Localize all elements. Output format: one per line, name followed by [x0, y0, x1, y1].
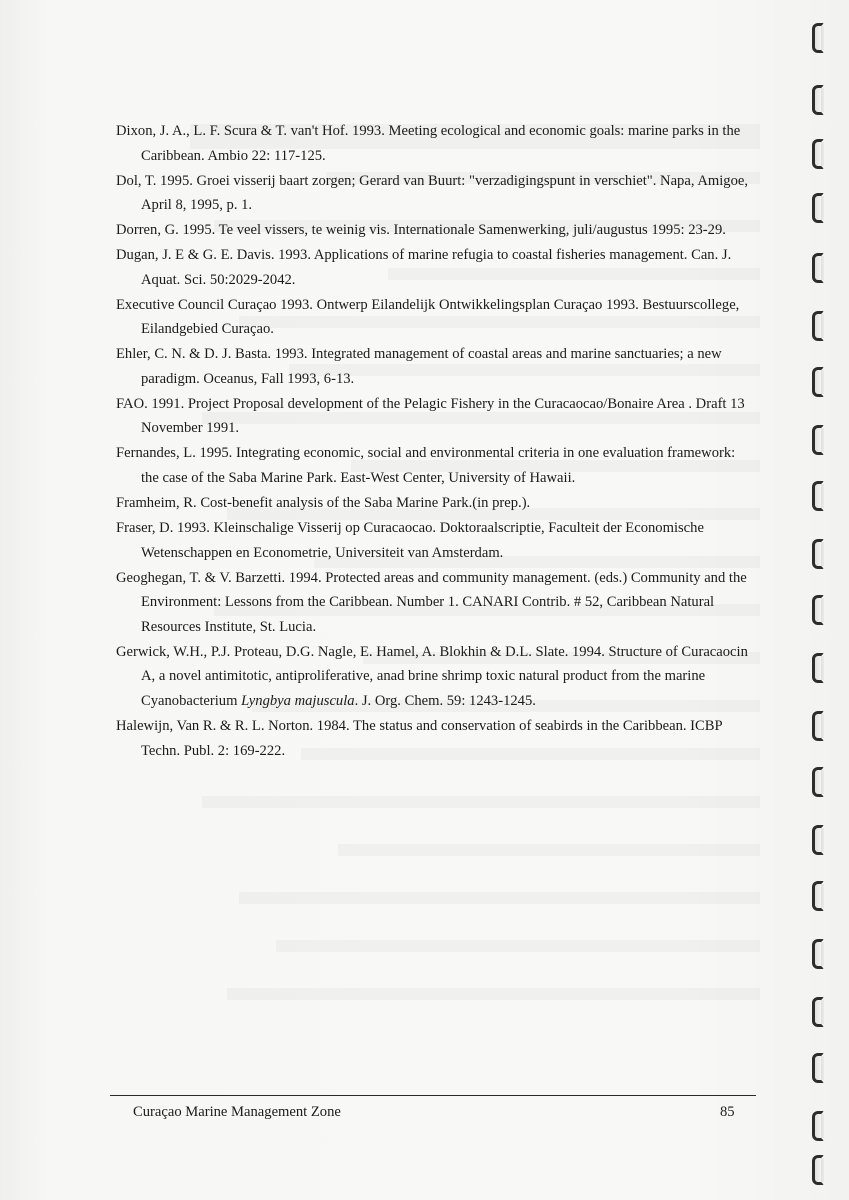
reference-text: . J. Org. Chem. 59: 1243-1245. [354, 692, 536, 709]
binding-ring [812, 193, 824, 223]
binding-ring [812, 139, 824, 169]
binding-ring [812, 653, 824, 683]
reference-entry: Dugan, J. E & G. E. Davis. 1993. Applications of marine refugia to coastal fisheries management. Can. J. Aquat. Sci. 50:2029-2042. [116, 247, 732, 288]
binding-ring [812, 85, 824, 115]
binding-ring [812, 253, 824, 283]
reference-entry: Geoghegan, T. & V. Barzetti. 1994. Protected areas and community management. (eds.) Community and the Environment: Lessons from the Caribbean. Number 1. CANARI Contrib. # 52, Caribbean Natural Resources Institute, St. Lucia. [116, 569, 747, 635]
binding-ring [812, 939, 824, 969]
binding-ring [812, 1053, 824, 1083]
reference-text: Gerwick, W.H., P.J. Proteau, D.G. Nagle, E. Hamel, A. Blokhin & D.L. Slate. 1994. Structure of Curacaocin A, a novel antimitotic, antiproliferative, anad brine shrimp toxic natural product from the marine Cyanobacterium [116, 643, 748, 709]
binding-ring [812, 539, 824, 569]
reference-entry: Dol, T. 1995. Groei visserij baart zorgen; Gerard van Buurt: "verzadigingspunt in verschiet". Napa, Amigoe, April 8, 1995, p. 1. [116, 172, 748, 214]
binding-ring [812, 825, 824, 855]
reference-entry: Fernandes, L. 1995. Integrating economic, social and environmental criteria in one evaluation framework: the case of the Saba Marine Park. East-West Center, University of Hawaii. [116, 445, 736, 487]
binding-ring [812, 767, 824, 797]
species-name: Lyngbya majuscula [241, 692, 355, 709]
reference-entry: Framheim, R. Cost-benefit analysis of the Saba Marine Park.(in prep.). [116, 495, 531, 512]
footer-divider [110, 1095, 756, 1096]
binding-ring [812, 711, 824, 741]
page-number: 85 [720, 1104, 735, 1120]
reference-entry: Ehler, C. N. & D. J. Basta. 1993. Integrated management of coastal areas and marine sanctuaries; a new paradigm. Oceanus, Fall 1993, 6-13. [116, 346, 722, 387]
binding-ring [812, 367, 824, 397]
binding-ring [812, 595, 824, 625]
spiral-binding [812, 15, 840, 1190]
reference-entry: Dixon, J. A., L. F. Scura & T. van't Hof. 1993. Meeting ecological and economic goals: marine parks in the Caribbean. Ambio 22: 117-125. [116, 123, 741, 164]
binding-ring [812, 881, 824, 911]
reference-entry [116, 640, 756, 714]
binding-ring [812, 1111, 824, 1141]
binding-ring [812, 311, 824, 341]
reference-entry: Fraser, D. 1993. Kleinschalige Visserij op Curacaocao. Doktoraalscriptie, Faculteit der Economische Wetenschappen en Econometrie, Universiteit van Amsterdam. [116, 520, 704, 561]
binding-ring [812, 425, 824, 455]
reference-entry: Halewijn, Van R. & R. L. Norton. 1984. The status and conservation of seabirds in the Caribbean. ICBP Techn. Publ. 2: 169-222. [116, 717, 723, 759]
reference-entry: Dorren, G. 1995. Te veel vissers, te weinig vis. Internationale Samenwerking, juli/augustus 1995: 23-29. [116, 222, 726, 239]
binding-ring [812, 481, 824, 511]
reference-entry: FAO. 1991. Project Proposal development of the Pelagic Fishery in the Curacaocao/Bonaire Area . Draft 13 November 1991. [116, 395, 745, 437]
reference-entry: Executive Council Curaçao 1993. Ontwerp Eilandelijk Ontwikkelingsplan Curaçao 1993. Bestuurscollege, Eilandgebied Curaçao. [116, 296, 740, 338]
binding-ring [812, 23, 824, 53]
reference-list [116, 119, 756, 763]
footer-title: Curaçao Marine Management Zone [133, 1104, 341, 1120]
binding-ring [812, 1155, 824, 1185]
binding-ring [812, 997, 824, 1027]
